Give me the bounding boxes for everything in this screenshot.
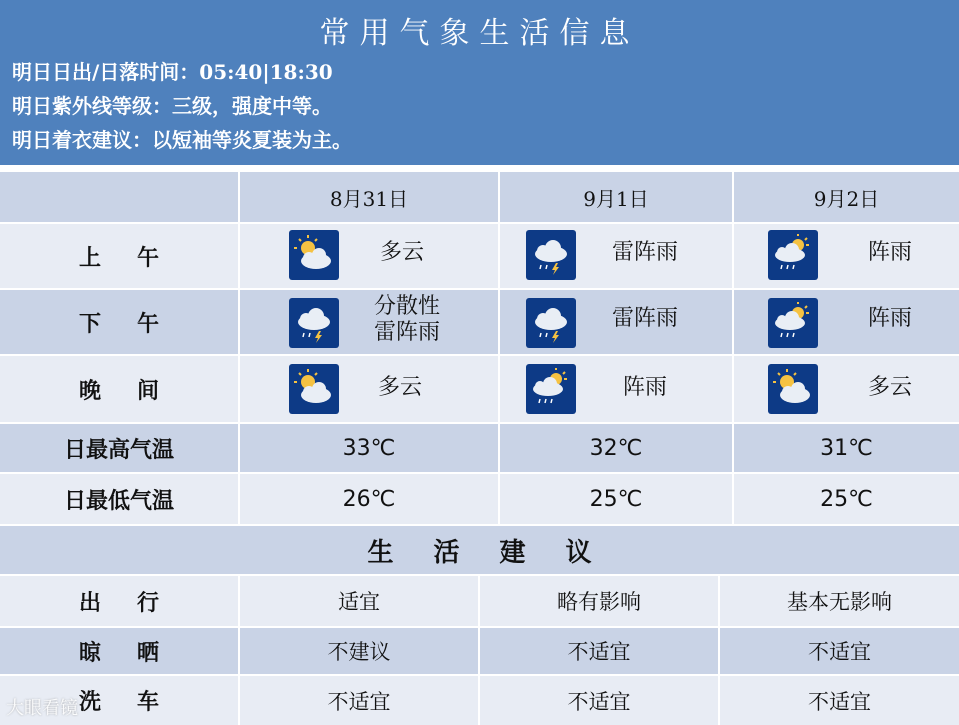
clothing-advice-text: 明日着衣建议：以短袖等炎夏装为主。 [12, 128, 352, 152]
low-temp-label: 日最低气温 [63, 488, 174, 514]
low-temp-3: 25℃ [820, 486, 873, 512]
low-temp-2: 25℃ [589, 486, 643, 512]
shower-icon [768, 298, 818, 348]
travel-value-3: 基本无影响 [787, 590, 892, 614]
afternoon-weather-1: 分散性 雷阵雨 [373, 294, 440, 345]
carwash-value-2: 不适宜 [567, 689, 631, 714]
page-title: 常用气象生活信息 [319, 16, 640, 51]
low-temp-1: 26℃ [342, 486, 396, 512]
carwash-value-1: 不适宜 [327, 689, 391, 714]
thunderstorm-icon [526, 230, 576, 280]
divider [238, 576, 240, 725]
high-temp-3: 31℃ [820, 435, 873, 461]
carwash-value-3: 不适宜 [808, 689, 871, 714]
thunderstorm-icon [289, 298, 339, 348]
header-banner [0, 0, 959, 168]
shower-icon [768, 230, 818, 280]
divider [718, 576, 720, 725]
date-col-1: 8月31日 [329, 186, 409, 211]
partly-cloudy-icon [768, 364, 818, 414]
divider [238, 172, 240, 524]
evening-weather-2: 阵雨 [622, 375, 667, 400]
partly-cloudy-icon [289, 364, 339, 414]
evening-weather-1: 多云 [377, 375, 422, 400]
uv-level-text: 明日紫外线等级：三级，强度中等。 [12, 94, 332, 118]
forecast-table [0, 172, 959, 725]
morning-weather-3: 阵雨 [867, 240, 912, 265]
divider [478, 576, 480, 725]
partly-cloudy-icon [289, 230, 339, 280]
drying-label: 晾晒 [78, 640, 195, 666]
high-temp-label: 日最高气温 [63, 437, 174, 463]
divider [498, 172, 500, 524]
high-temp-2: 32℃ [589, 435, 643, 461]
afternoon-weather-3: 阵雨 [867, 306, 912, 331]
travel-value-1: 适宜 [338, 590, 380, 614]
afternoon-label: 下午 [78, 311, 195, 337]
divider [732, 172, 734, 524]
thunderstorm-icon [526, 298, 576, 348]
travel-label: 出行 [78, 590, 195, 616]
sunrise-sunset-text: 明日日出/日落时间：05:40|18:30 [12, 60, 333, 84]
date-col-2: 9月1日 [583, 186, 649, 211]
afternoon-weather-2: 雷阵雨 [611, 306, 678, 331]
high-temp-1: 33℃ [342, 435, 396, 461]
life-advice-title: 生活建议 [0, 526, 959, 574]
date-col-3: 9月2日 [813, 186, 880, 211]
morning-label: 上午 [78, 245, 195, 271]
watermark-logo: 大眼看镜 [6, 698, 78, 719]
shower-icon [526, 364, 576, 414]
drying-value-1: 不建议 [327, 640, 391, 664]
evening-label: 晚间 [78, 378, 195, 404]
drying-value-3: 不适宜 [808, 640, 871, 664]
morning-weather-1: 多云 [379, 240, 424, 265]
morning-weather-2: 雷阵雨 [611, 240, 678, 265]
travel-value-2: 略有影响 [557, 590, 641, 614]
drying-value-2: 不适宜 [567, 640, 631, 664]
carwash-label: 洗车 [78, 690, 195, 715]
evening-weather-3: 多云 [867, 375, 912, 400]
